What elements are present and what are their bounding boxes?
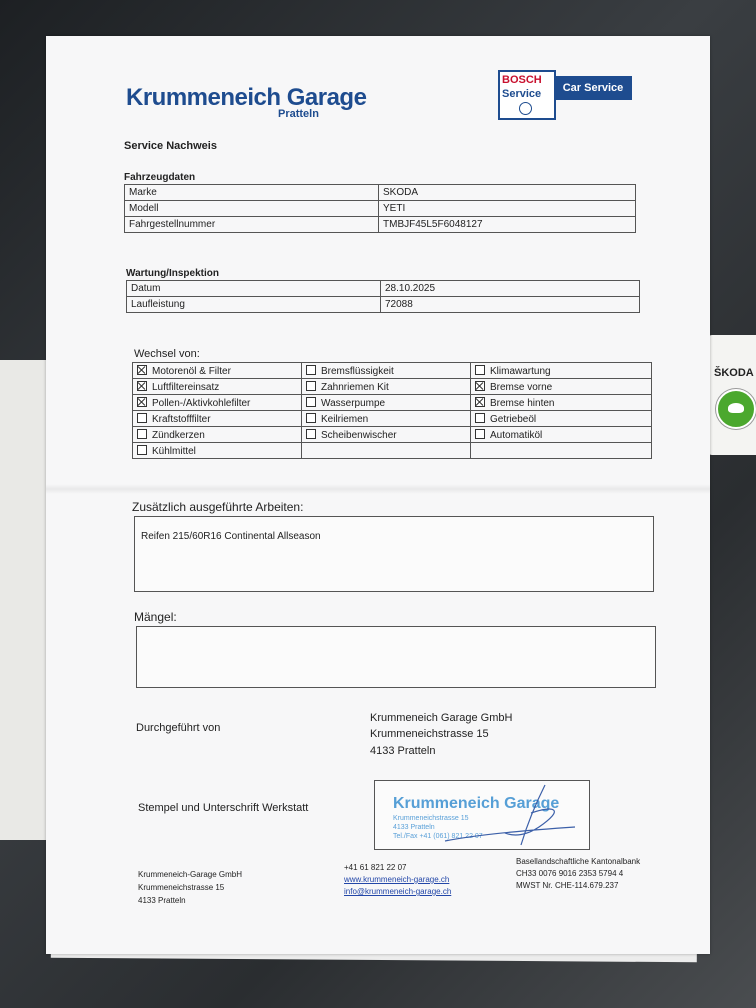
checkbox-checked-icon — [137, 381, 147, 391]
list-item: Motorenöl & Filter — [133, 363, 302, 379]
vehicle-table — [124, 184, 636, 233]
signature-label: Stempel und Unterschrift Werkstatt — [138, 802, 309, 814]
additional-text: Reifen 215/60R16 Continental Allseason — [141, 531, 321, 542]
table-row — [127, 297, 640, 313]
list-item: Automatiköl — [471, 427, 652, 443]
table-row — [133, 395, 652, 411]
table-row — [133, 379, 652, 395]
stamp-line-2: 4133 Pratteln — [393, 824, 435, 831]
garage-logo-location: Pratteln — [278, 108, 319, 120]
checkbox-empty-icon — [306, 413, 316, 423]
checkbox-checked-icon — [475, 381, 485, 391]
bosch-service-text: Service — [502, 88, 542, 100]
checkbox-empty-icon — [475, 365, 485, 375]
performed-line-3: 4133 Pratteln — [370, 745, 436, 757]
vehicle-label: Modell — [125, 201, 379, 217]
list-item — [471, 443, 652, 459]
checkbox-empty-icon — [137, 413, 147, 423]
inspection-table — [126, 280, 640, 313]
skoda-logo-icon — [716, 389, 756, 429]
checkbox-empty-icon — [306, 397, 316, 407]
list-item: Kühlmittel — [133, 443, 302, 459]
inspection-label: Laufleistung — [127, 297, 381, 313]
checkbox-empty-icon — [306, 429, 316, 439]
replaced-heading: Wechsel von: — [134, 348, 200, 360]
workshop-stamp — [374, 780, 590, 850]
performed-label: Durchgeführt von — [136, 722, 221, 734]
defects-box — [136, 626, 656, 688]
additional-box — [134, 516, 654, 592]
inspection-label: Datum — [127, 281, 381, 297]
garage-logo-title: Krummeneich Garage — [126, 84, 367, 111]
footer-address: Krummeneich-Garage GmbH Krummeneichstrasse 15 4133 Pratteln — [138, 870, 243, 905]
vehicle-heading: Fahrzeugdaten — [124, 172, 196, 183]
footer-email-link[interactable]: info@krummeneich-garage.ch — [344, 887, 452, 896]
checkbox-empty-icon — [306, 365, 316, 375]
stamp-name: Krummeneich Garage — [393, 795, 560, 812]
performed-line-1: Krummeneich Garage GmbH — [370, 712, 513, 724]
table-row — [133, 363, 652, 379]
vehicle-value: YETI — [379, 201, 636, 217]
doc-title: Service Nachweis — [124, 140, 217, 152]
checkbox-checked-icon — [475, 397, 485, 407]
inspection-heading: Wartung/Inspektion — [126, 268, 219, 279]
stamp-line-3: Tel./Fax +41 (061) 821 22 07 — [393, 833, 483, 840]
defects-heading: Mängel: — [134, 610, 177, 624]
list-item: Scheibenwischer — [302, 427, 471, 443]
list-item: Luftfiltereinsatz — [133, 379, 302, 395]
stamp-line-1: Krummeneichstrasse 15 — [393, 815, 469, 822]
checkbox-checked-icon — [137, 365, 147, 375]
service-document — [46, 36, 710, 954]
footer-contact — [344, 862, 451, 898]
list-item: Pollen-/Aktivkohlefilter — [133, 395, 302, 411]
footer-phone: +41 61 821 22 07 — [344, 863, 407, 872]
replaced-table — [132, 362, 652, 459]
inspection-value: 72088 — [381, 297, 640, 313]
table-row — [133, 427, 652, 443]
vehicle-label: Marke — [125, 185, 379, 201]
checkbox-checked-icon — [137, 397, 147, 407]
footer-bank: Basellandschaftliche Kantonalbank CH33 0076 9016 2353 5794 4 MWST Nr. CHE-114.679.237 — [516, 857, 641, 890]
paper-fold — [46, 484, 710, 494]
list-item: Klimawartung — [471, 363, 652, 379]
footer-web-link[interactable]: www.krummeneich-garage.ch — [344, 875, 450, 884]
list-item: Bremse vorne — [471, 379, 652, 395]
signature-icon — [435, 775, 585, 853]
bosch-armature-icon — [519, 102, 532, 115]
inspection-value: 28.10.2025 — [381, 281, 640, 297]
checkbox-empty-icon — [475, 429, 485, 439]
checkbox-empty-icon — [137, 429, 147, 439]
vehicle-value: TMBJF45L5F6048127 — [379, 217, 636, 233]
checkbox-empty-icon — [306, 381, 316, 391]
list-item: Bremse hinten — [471, 395, 652, 411]
list-item: Zündkerzen — [133, 427, 302, 443]
additional-heading: Zusätzlich ausgeführte Arbeiten: — [132, 500, 304, 514]
performed-line-2: Krummeneichstrasse 15 — [370, 728, 489, 740]
skoda-card — [708, 335, 756, 455]
list-item: Getriebeöl — [471, 411, 652, 427]
car-service-label: Car Service — [554, 76, 632, 100]
vehicle-label: Fahrgestellnummer — [125, 217, 379, 233]
list-item: Bremsflüssigkeit — [302, 363, 471, 379]
checkbox-empty-icon — [137, 445, 147, 455]
table-row — [133, 411, 652, 427]
table-row — [127, 281, 640, 297]
list-item: Zahnriemen Kit — [302, 379, 471, 395]
bosch-brand-text: BOSCH — [502, 74, 542, 86]
list-item: Wasserpumpe — [302, 395, 471, 411]
list-item: Kraftstofffilter — [133, 411, 302, 427]
checkbox-empty-icon — [475, 413, 485, 423]
list-item: Keilriemen — [302, 411, 471, 427]
table-row — [125, 185, 636, 201]
table-row — [125, 201, 636, 217]
skoda-brand-text: ŠKODA — [714, 367, 754, 379]
table-row — [133, 443, 652, 459]
vehicle-value: SKODA — [379, 185, 636, 201]
bosch-service-logo — [498, 70, 556, 120]
list-item — [302, 443, 471, 459]
table-row — [125, 217, 636, 233]
